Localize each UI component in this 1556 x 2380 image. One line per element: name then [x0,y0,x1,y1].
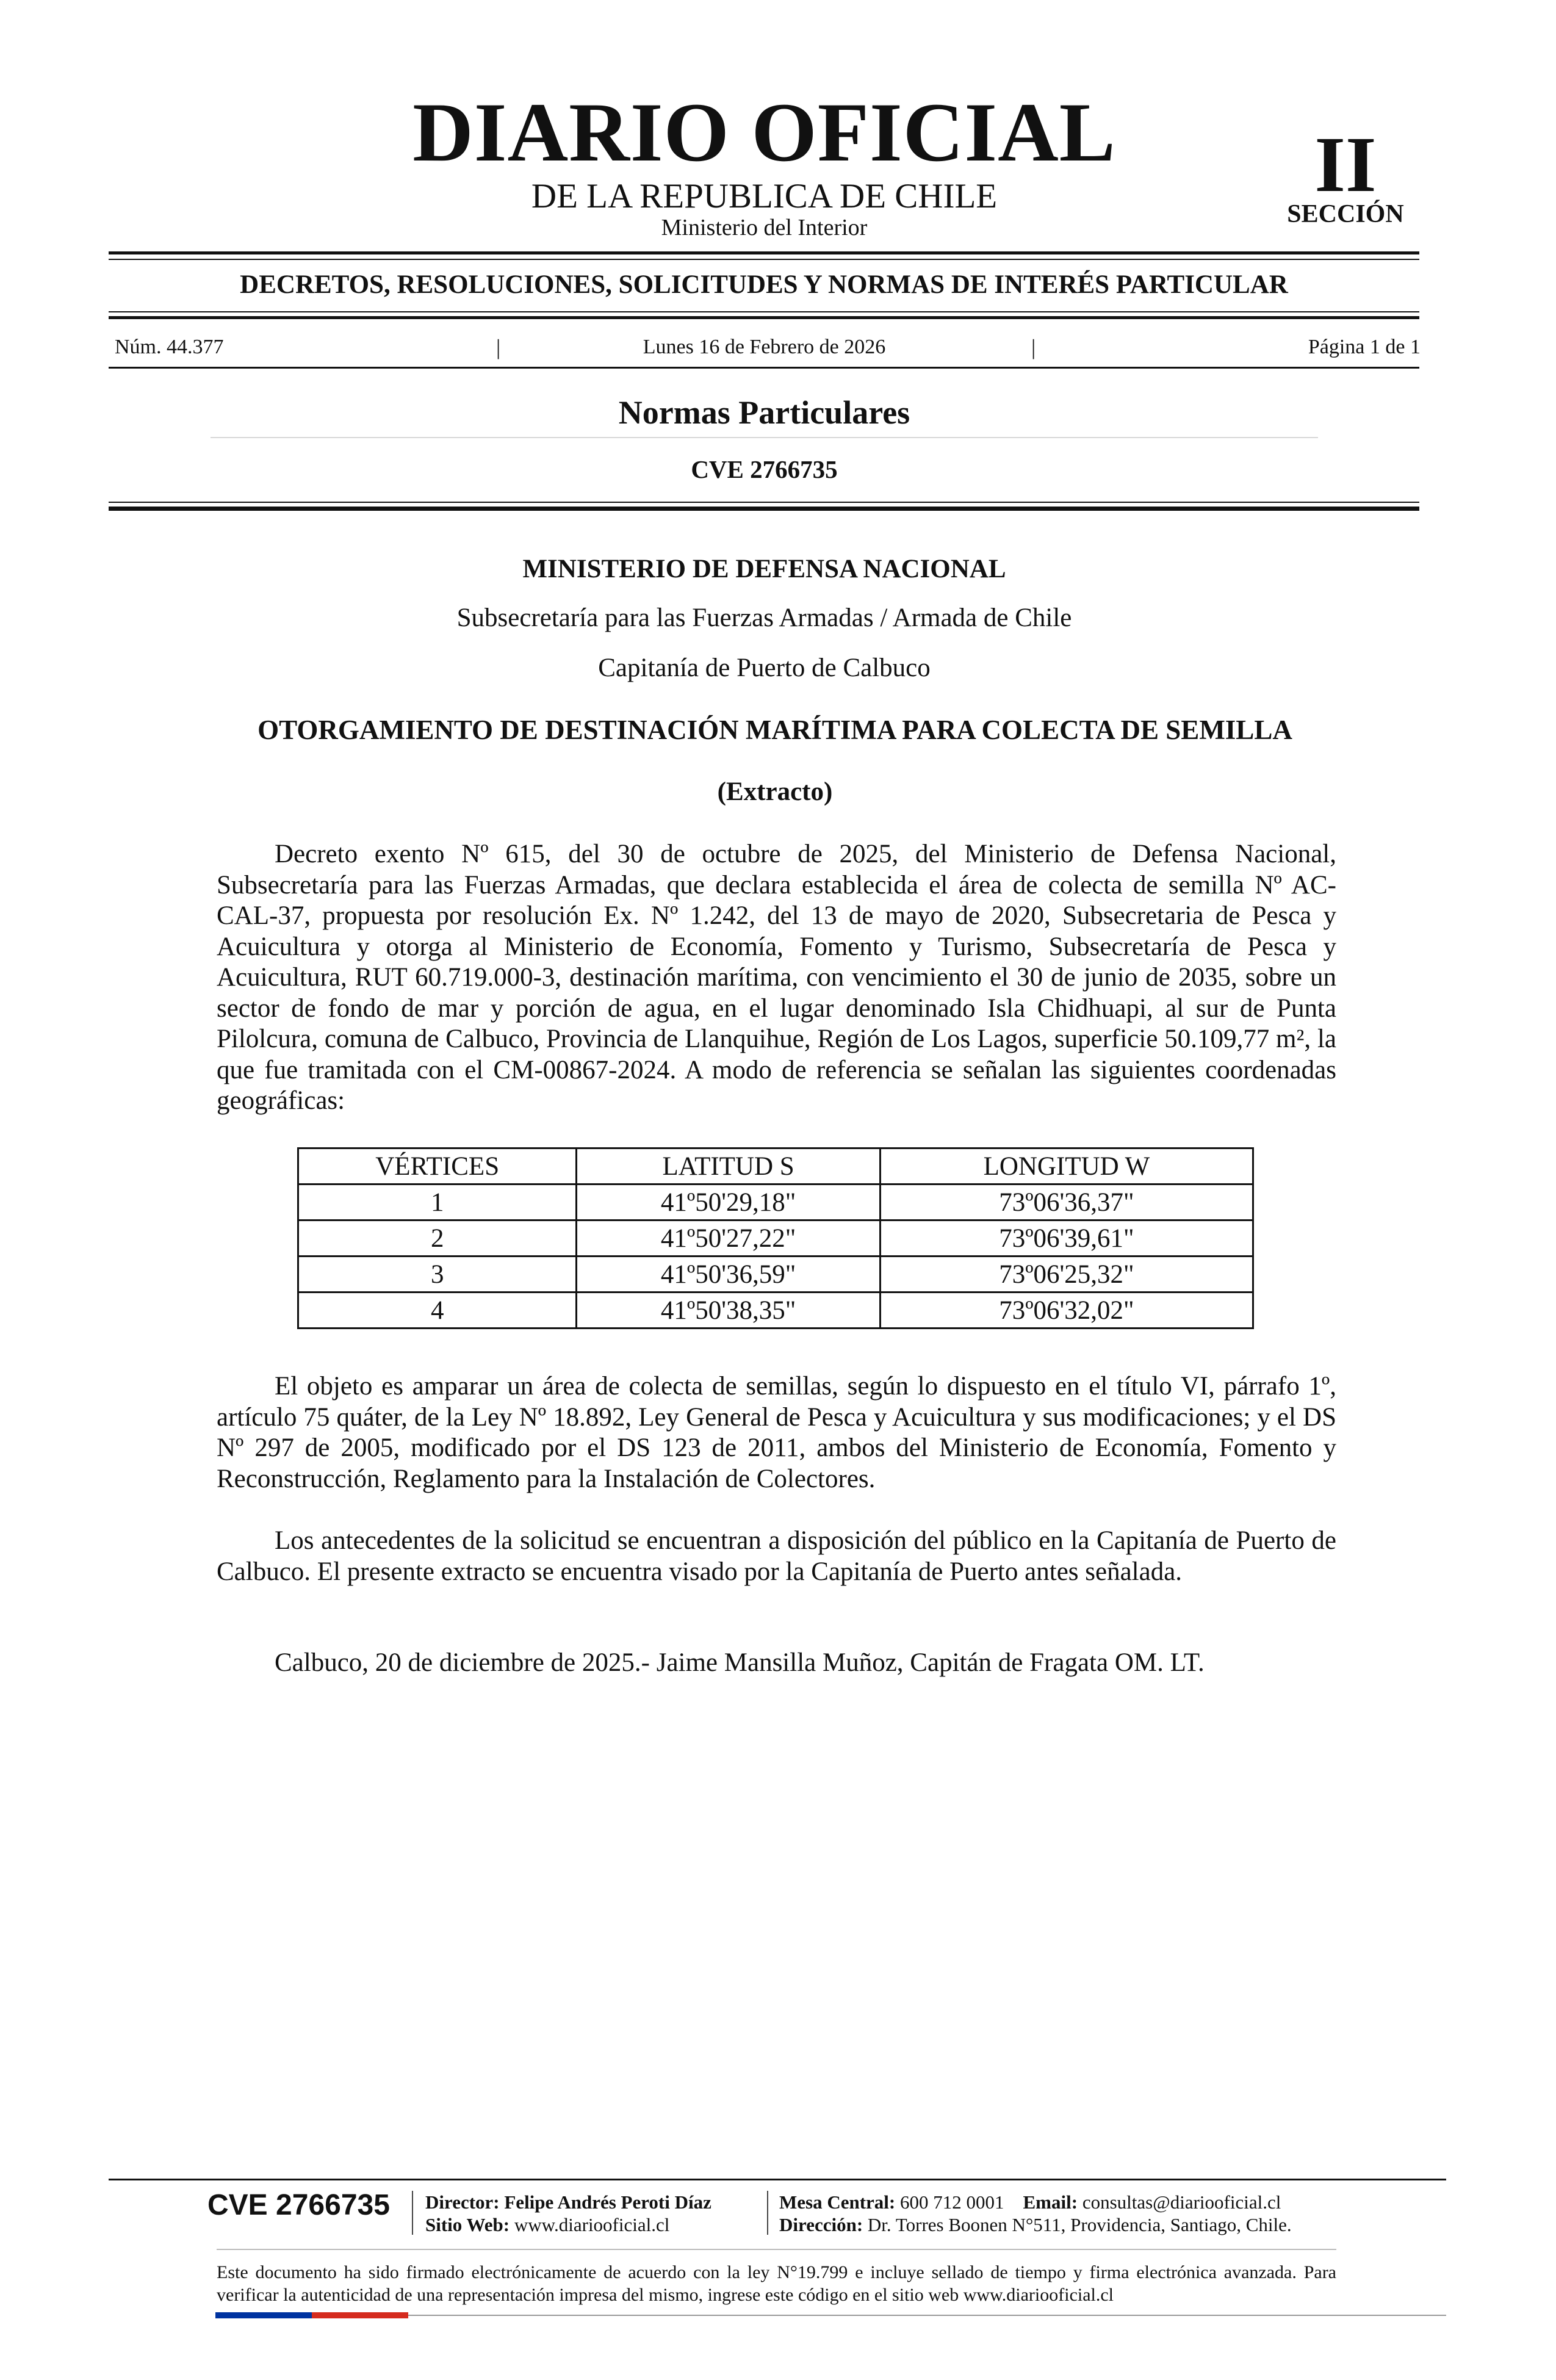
body-paragraph: Decreto exento Nº 615, del 30 de octubre de 2025, del Ministerio de Defensa Nacional, Subsecretaría para las Fuerzas Armadas, que declara establecida el área de colecta de semilla Nº AC-CAL-37, propuesta por resolución Ex. Nº 1.242, del 13 de mayo de 2020, Subsecretaria de Pesca y Acuicultura y otorga al Ministerio de Economía, Fomento y Turismo, Subsecretaría de Pesca y Acuicultura, RUT 60.719.000-3, destinación marítima, con vencimiento el 30 de junio de 2035, sobre un sector de fondo de mar y porción de agua, en el lugar denominado Isla Chidhuapi, al sur de Punta Pilolcura, comuna de Calbuco, Provincia de Llanquihue, Región de Los Lagos, superficie 50.109,77 m², la que fue tramitada con el CM-00867-2024. A modo de referencia se señalan las siguientes coordenadas geográficas: [217,840,1336,1115]
cve-rule-thick [109,507,1419,511]
cve-code: CVE 2766735 [691,455,838,483]
issue-separator: | [1031,335,1036,359]
section-banner: DECRETOS, RESOLUCIONES, SOLICITUDES Y NORMAS DE INTERÉS PARTICULAR [240,270,1288,299]
column-header: LATITUD S [577,1149,880,1185]
phone-label: Mesa Central: [779,2191,896,2213]
table-cell: 73º06'36,37" [880,1185,1253,1221]
table-cell: 41º50'38,35" [577,1293,880,1329]
table-cell: 1 [298,1185,577,1221]
table-cell: 3 [298,1257,577,1293]
footer-rule [109,2179,1446,2180]
table-cell: 73º06'25,32" [880,1257,1253,1293]
director-name: Felipe Andrés Peroti Díaz [504,2191,711,2213]
footer-divider [412,2191,413,2235]
footer-contact-left [425,2191,711,2236]
site-label: Sitio Web: [425,2214,510,2235]
masthead-ministry: Ministerio del Interior [661,215,868,240]
section-label: SECCIÓN [1287,200,1404,228]
footer-cve: CVE 2766735 [207,2189,390,2221]
masthead-rule-thick [109,251,1419,254]
subsecretaria-heading: Subsecretaría para las Fuerzas Armadas / Armada de Chile [456,604,1072,632]
table-cell: 41º50'27,22" [577,1221,880,1257]
column-header: LONGITUD W [880,1149,1253,1185]
signature-line: Calbuco, 20 de diciembre de 2025.- Jaime Mansilla Muñoz, Capitán de Fragata OM. LT. [275,1648,1205,1677]
footer-note-rule [217,2249,1336,2250]
flag-stripe-red [312,2312,408,2318]
cve-rule-thin [109,502,1419,503]
footer-legal-note: Este documento ha sido firmado electrónicamente de acuerdo con la ley N°19.799 e incluye sellado de tiempo y firma electrónica avanzada. Para verificar la autenticidad de una representación impresa del mismo, ingrese este código en el sitio web www.diariooficial.cl [217,2262,1336,2305]
masthead-title: DIARIO OFICIAL [412,85,1116,179]
table-row [298,1293,1253,1329]
banner-rule-thick [109,316,1419,319]
issue-rule [109,367,1419,369]
norms-title: Normas Particulares [618,394,910,431]
issue-page: Página 1 de 1 [1308,336,1421,358]
column-header: VÉRTICES [298,1149,577,1185]
banner-rule-thin [109,311,1419,312]
footer-divider [767,2191,768,2235]
body-paragraph: Los antecedentes de la solicitud se encuentran a disposición del público en la Capitanía de Puerto de Calbuco. El presente extracto se encuentra visado por la Capitanía de Puerto antes señalada. [217,1526,1336,1586]
issue-number: Núm. 44.377 [115,336,224,358]
footer-contact-right [779,2191,1292,2236]
masthead-rule-thin [109,259,1419,260]
norms-divider [211,437,1318,438]
document-title: OTORGAMIENTO DE DESTINACIÓN MARÍTIMA PARA COLECTA DE SEMILLA [258,715,1292,745]
table-cell: 41º50'36,59" [577,1257,880,1293]
email-label: Email: [1023,2191,1078,2213]
section-number: II [1314,121,1377,209]
issue-separator: | [496,335,501,359]
footer-bottom-rule [408,2315,1446,2316]
body-paragraph: El objeto es amparar un área de colecta de semillas, según lo dispuesto en el título VI, párrafo 1º, artículo 75 quáter, de la Ley Nº 18.892, Ley General de Pesca y Acuicultura y sus modificaciones; y el DS Nº 297 de 2005, modificado por el DS 123 de 2011, ambos del Ministerio de Economía, Fomento y Reconstrucción, Reglamento para la Instalación de Colectores. [217,1372,1336,1493]
site-link[interactable]: www.diariooficial.cl [514,2214,670,2235]
email-link[interactable]: consultas@diariooficial.cl [1082,2191,1281,2213]
table-cell: 73º06'39,61" [880,1221,1253,1257]
table-row [298,1257,1253,1293]
ministry-heading: MINISTERIO DE DEFENSA NACIONAL [522,555,1006,583]
coordinates-table [297,1147,1254,1329]
table-header-row [298,1149,1253,1185]
table-cell: 2 [298,1221,577,1257]
document-subtitle: (Extracto) [717,777,833,806]
director-label: Director: [425,2191,500,2213]
address-text: Dr. Torres Boonen N°511, Providencia, Santiago, Chile. [867,2214,1292,2235]
address-label: Dirección: [779,2214,863,2235]
table-cell: 4 [298,1293,577,1329]
masthead-subtitle: DE LA REPUBLICA DE CHILE [531,177,998,215]
issue-date: Lunes 16 de Febrero de 2026 [643,336,886,358]
table-row [298,1221,1253,1257]
phone-number: 600 712 0001 [900,2191,1004,2213]
table-cell: 41º50'29,18" [577,1185,880,1221]
capitania-heading: Capitanía de Puerto de Calbuco [598,654,931,682]
table-cell: 73º06'32,02" [880,1293,1253,1329]
table-row [298,1185,1253,1221]
flag-stripe-blue [215,2312,312,2318]
